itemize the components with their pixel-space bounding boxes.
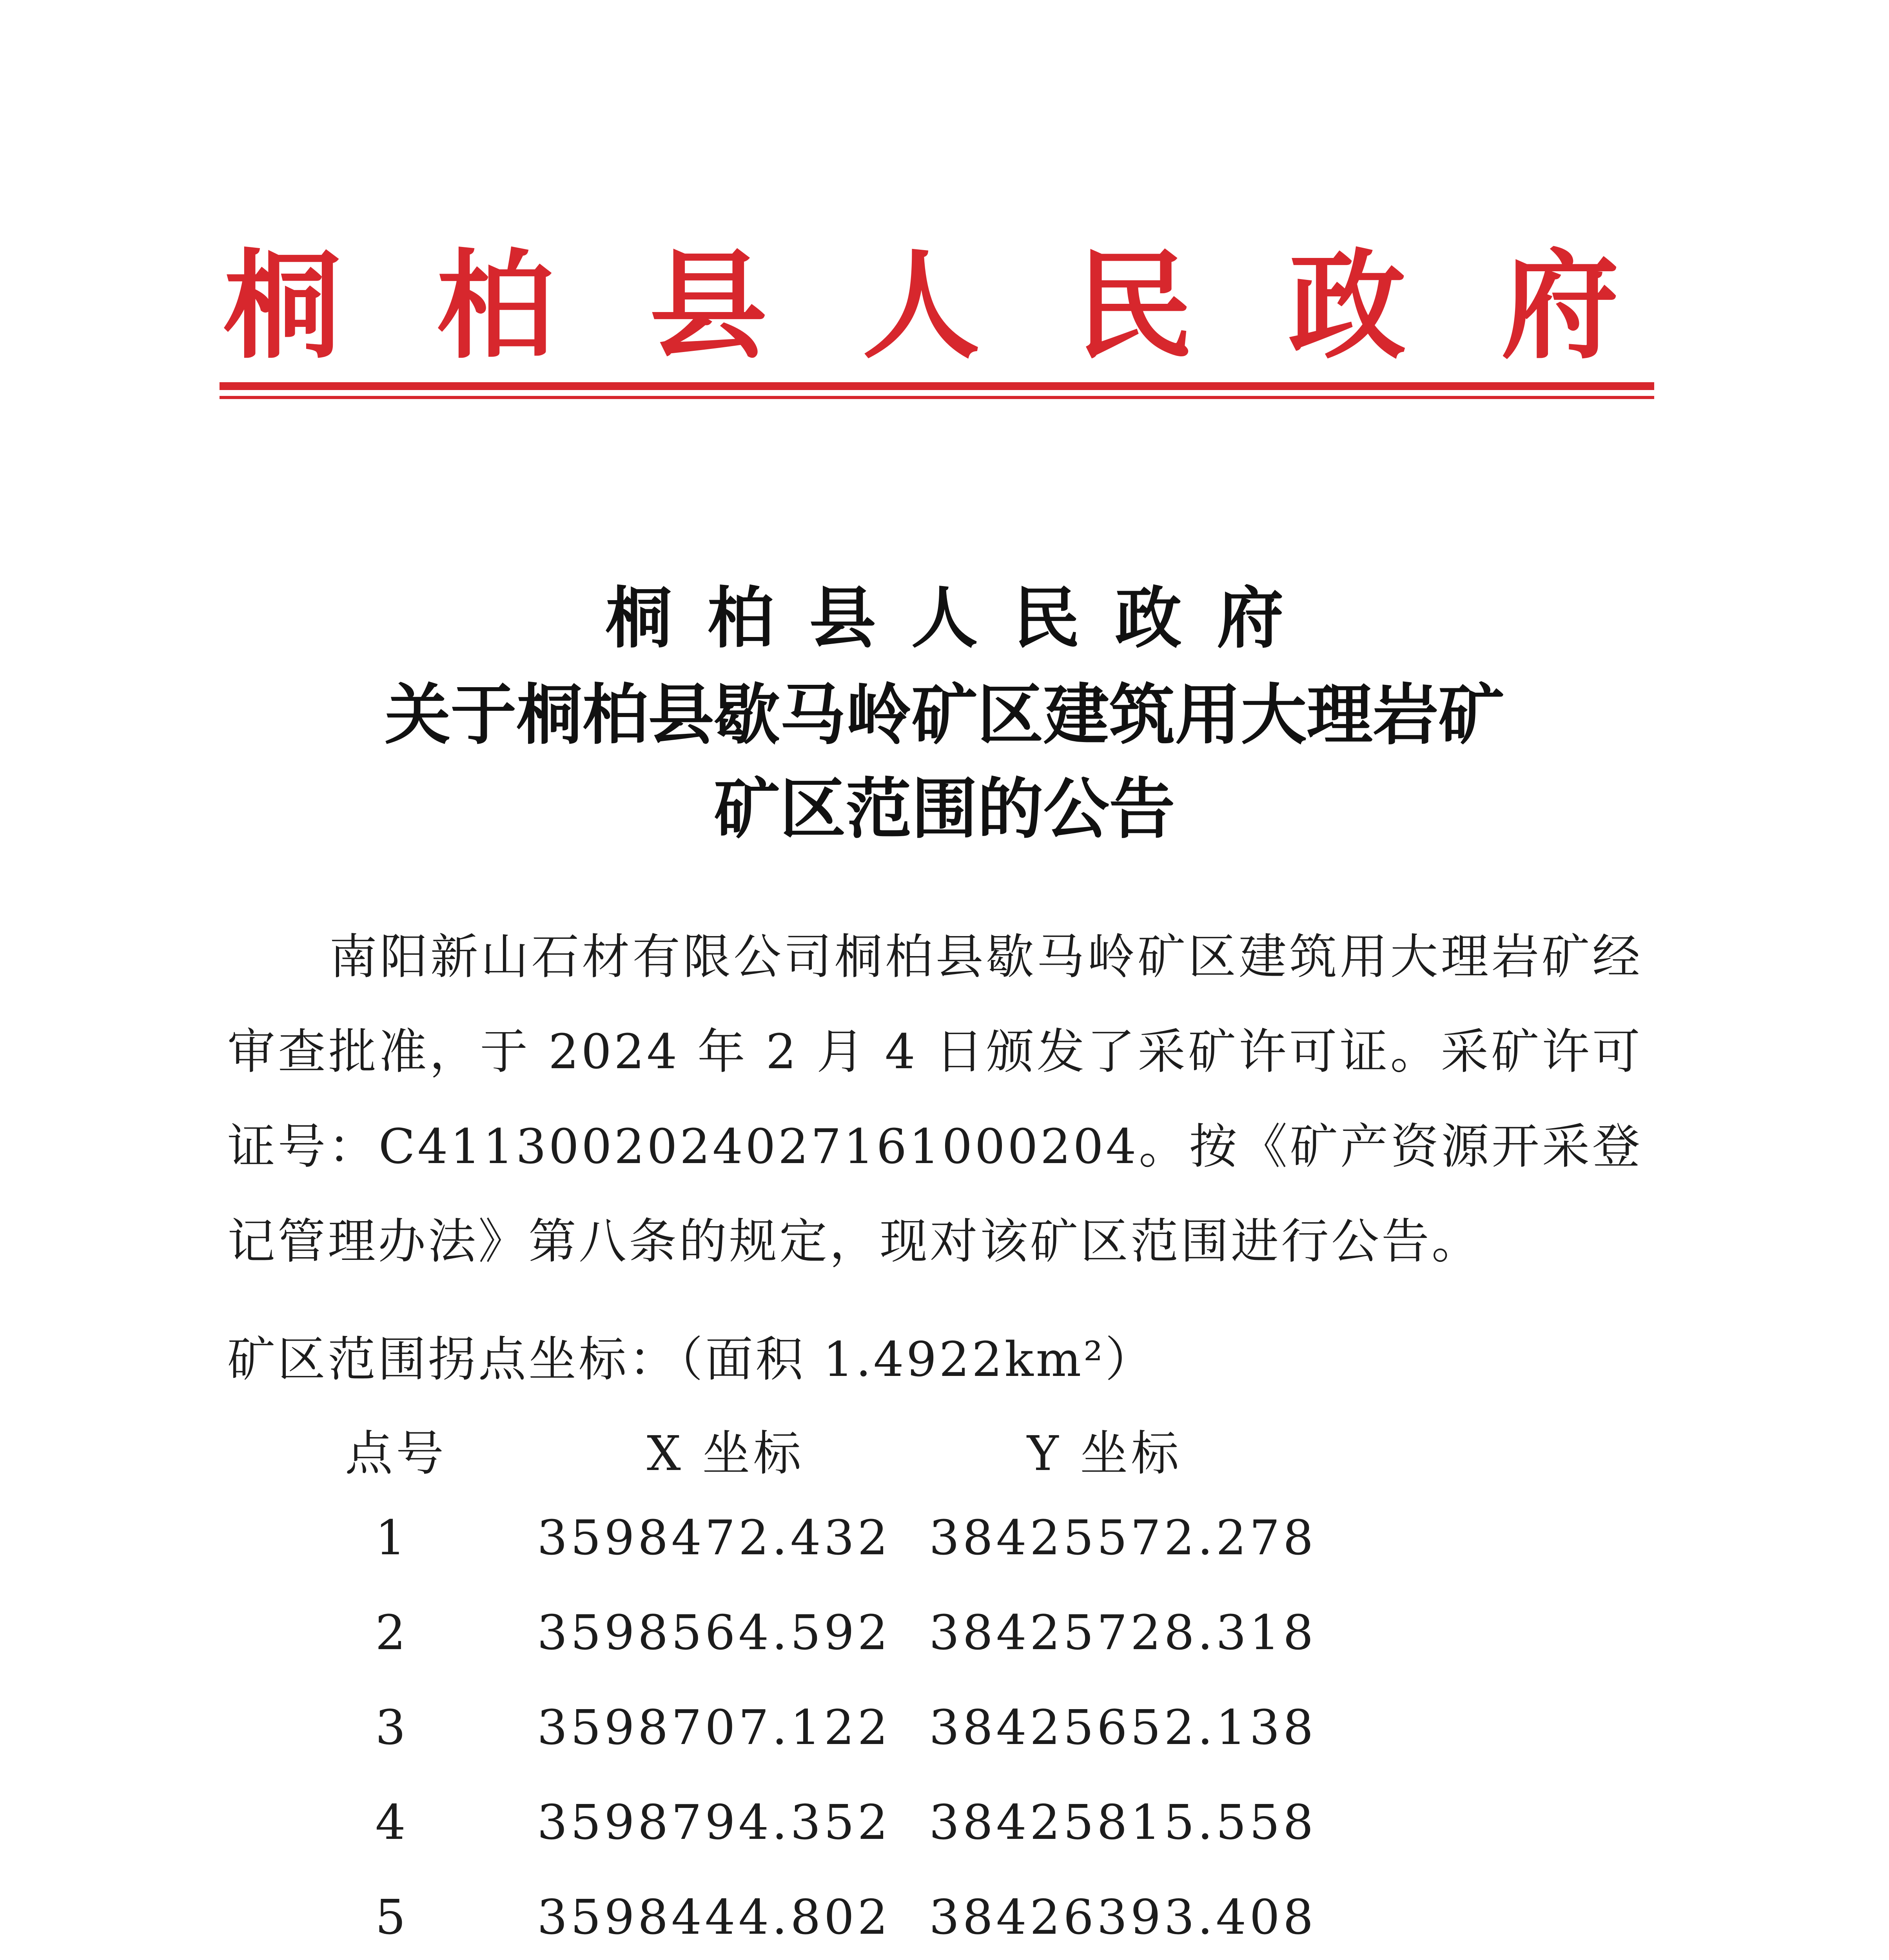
- x-coordinate: 3598564.592: [537, 1605, 891, 1661]
- point-number: 1: [375, 1510, 409, 1566]
- masthead-char: 县: [649, 236, 767, 375]
- header-point: 点号: [345, 1426, 447, 1481]
- table-row: [0, 1889, 1889, 1960]
- x-coordinate: 3598707.122: [537, 1700, 891, 1755]
- x-coordinate: 3598472.432: [537, 1510, 891, 1566]
- masthead-char: 柏: [436, 236, 554, 375]
- document-title-line-2: 关于桐柏县歇马岭矿区建筑用大理岩矿: [385, 677, 1504, 753]
- document-title-line-1: 桐柏县人民政府: [605, 580, 1319, 657]
- announcement-body: [227, 909, 1642, 1289]
- y-coordinate: 38426393.408: [929, 1889, 1317, 1945]
- y-coordinate: 38425815.558: [929, 1795, 1317, 1850]
- masthead-char: 民: [1075, 236, 1193, 375]
- header-y: Y 坐标: [1027, 1426, 1182, 1481]
- coordinate-label: 矿区范围拐点坐标：（面积 1.4922km²）: [227, 1332, 1156, 1387]
- x-coordinate: 3598794.352: [537, 1795, 891, 1850]
- x-coordinate: 3598444.802: [537, 1889, 891, 1945]
- y-coordinate: 38425652.138: [929, 1700, 1317, 1755]
- masthead: [223, 235, 1619, 376]
- announcement-paragraph: 南阳新山石材有限公司桐柏县歇马岭矿区建筑用大理岩矿经审查批准，于 2024 年 2 月 4 日颁发了采矿许可证。采矿许可证号：C4113002024027161000204。按《矿产资源开采登记管理办法》第八条的规定，现对该矿区范围进行公告。: [227, 929, 1642, 1269]
- y-coordinate: 38425572.278: [929, 1510, 1317, 1566]
- masthead-char: 政: [1288, 236, 1406, 375]
- point-number: 5: [375, 1889, 409, 1945]
- point-number: 4: [375, 1795, 409, 1850]
- table-row: [0, 1700, 1889, 1795]
- table-row: [0, 1795, 1889, 1889]
- table-row: [0, 1605, 1889, 1700]
- header-x: X 坐标: [647, 1426, 804, 1481]
- document-title-line-3: 矿区范围的公告: [714, 771, 1175, 848]
- masthead-char: 桐: [223, 236, 341, 375]
- masthead-char: 人: [862, 236, 980, 375]
- masthead-char: 府: [1501, 236, 1619, 375]
- y-coordinate: 38425728.318: [929, 1605, 1317, 1661]
- point-number: 3: [375, 1700, 409, 1755]
- table-row: [0, 1510, 1889, 1605]
- point-number: 2: [375, 1605, 409, 1661]
- masthead-divider-thick: [220, 382, 1654, 390]
- table-header-row: [0, 1415, 1889, 1510]
- coordinate-table: [0, 1415, 1889, 1960]
- masthead-divider-thin: [220, 396, 1654, 399]
